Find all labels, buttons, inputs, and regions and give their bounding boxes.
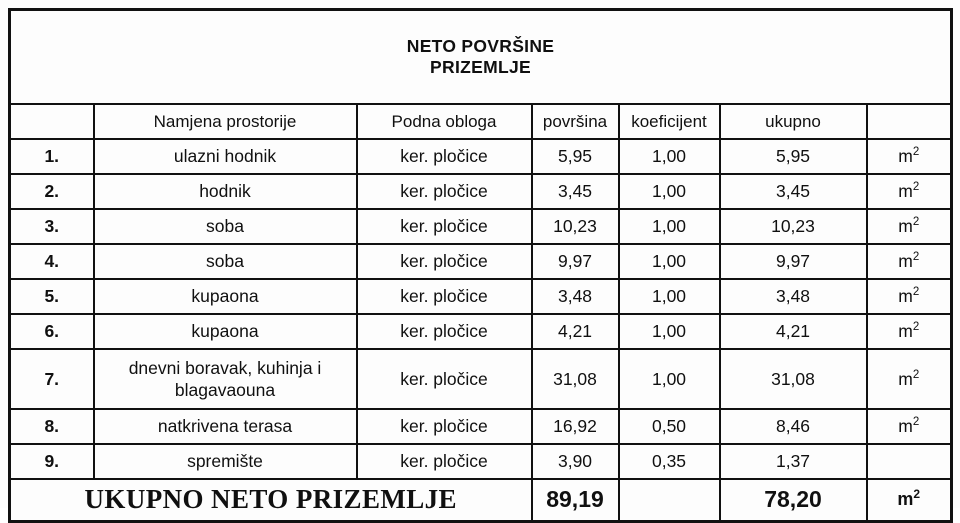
row-coefficient: 1,00	[619, 209, 720, 244]
row-coefficient: 1,00	[619, 279, 720, 314]
unit-base: m	[897, 489, 914, 510]
row-coefficient: 1,00	[619, 139, 720, 174]
unit-base: m	[898, 181, 913, 202]
unit-superscript: 2	[912, 286, 920, 299]
unit-base: m	[898, 368, 913, 389]
unit-superscript: 2	[912, 181, 920, 194]
row-total: 3,45	[720, 174, 867, 209]
row-area: 3,90	[532, 444, 619, 479]
row-coefficient: 0,50	[619, 409, 720, 444]
row-index: 3.	[10, 209, 94, 244]
row-floor: ker. pločice	[357, 444, 532, 479]
unit-superscript: 2	[913, 487, 921, 502]
row-coefficient: 1,00	[619, 174, 720, 209]
row-unit	[867, 174, 952, 209]
table-row	[10, 209, 952, 244]
header-area: površina	[532, 104, 619, 139]
row-total: 31,08	[720, 349, 867, 409]
row-index: 1.	[10, 139, 94, 174]
row-name: dnevni boravak, kuhinja i blagavaouna	[94, 349, 357, 409]
table-row	[10, 244, 952, 279]
row-index: 2.	[10, 174, 94, 209]
total-sum: 78,20	[720, 479, 867, 522]
row-area: 9,97	[532, 244, 619, 279]
row-area: 4,21	[532, 314, 619, 349]
row-name: spremište	[94, 444, 357, 479]
title-line-2: PRIZEMLJE	[430, 57, 531, 77]
table-row	[10, 314, 952, 349]
row-total: 3,48	[720, 279, 867, 314]
header-floor: Podna obloga	[357, 104, 532, 139]
row-area: 31,08	[532, 349, 619, 409]
row-unit	[867, 349, 952, 409]
row-area: 16,92	[532, 409, 619, 444]
unit-base: m	[898, 216, 913, 237]
title-line-1: NETO POVRŠINE	[406, 36, 555, 57]
header-total: ukupno	[720, 104, 867, 139]
table-row	[10, 174, 952, 209]
row-area: 3,45	[532, 174, 619, 209]
row-index: 4.	[10, 244, 94, 279]
row-total: 9,97	[720, 244, 867, 279]
row-coefficient: 0,35	[619, 444, 720, 479]
row-floor: ker. pločice	[357, 349, 532, 409]
row-name: kupaona	[94, 314, 357, 349]
unit-base: m	[898, 146, 913, 167]
row-unit	[867, 314, 952, 349]
table-row	[10, 349, 952, 409]
row-unit	[867, 139, 952, 174]
unit-superscript: 2	[912, 216, 920, 229]
unit-superscript: 2	[912, 368, 920, 381]
row-name: ulazni hodnik	[94, 139, 357, 174]
title-row	[10, 10, 952, 105]
unit-superscript: 2	[912, 416, 920, 429]
row-total: 10,23	[720, 209, 867, 244]
row-floor: ker. pločice	[357, 209, 532, 244]
row-name: hodnik	[94, 174, 357, 209]
row-floor: ker. pločice	[357, 409, 532, 444]
table-row	[10, 409, 952, 444]
column-header-row	[10, 104, 952, 139]
header-index	[10, 104, 94, 139]
row-index: 5.	[10, 279, 94, 314]
total-row	[10, 479, 952, 522]
row-coefficient: 1,00	[619, 349, 720, 409]
header-coefficient: koeficijent	[619, 104, 720, 139]
row-unit	[867, 244, 952, 279]
row-name: natkrivena terasa	[94, 409, 357, 444]
row-name: soba	[94, 244, 357, 279]
row-coefficient: 1,00	[619, 314, 720, 349]
unit-superscript: 2	[912, 146, 920, 159]
total-unit	[867, 479, 952, 522]
row-floor: ker. pločice	[357, 314, 532, 349]
total-coefficient	[619, 479, 720, 522]
row-area: 3,48	[532, 279, 619, 314]
row-index: 7.	[10, 349, 94, 409]
row-name: soba	[94, 209, 357, 244]
net-areas-table	[8, 8, 953, 523]
table-row	[10, 444, 952, 479]
table-row	[10, 279, 952, 314]
table-row	[10, 139, 952, 174]
row-index: 6.	[10, 314, 94, 349]
row-coefficient: 1,00	[619, 244, 720, 279]
row-floor: ker. pločice	[357, 174, 532, 209]
unit-base: m	[898, 321, 913, 342]
total-area: 89,19	[532, 479, 619, 522]
row-total: 1,37	[720, 444, 867, 479]
row-index: 9.	[10, 444, 94, 479]
unit-base: m	[898, 416, 913, 437]
row-area: 5,95	[532, 139, 619, 174]
header-name: Namjena prostorije	[94, 104, 357, 139]
row-index: 8.	[10, 409, 94, 444]
row-total: 4,21	[720, 314, 867, 349]
row-total: 5,95	[720, 139, 867, 174]
row-total: 8,46	[720, 409, 867, 444]
total-label: UKUPNO NETO PRIZEMLJE	[10, 479, 532, 522]
row-floor: ker. pločice	[357, 244, 532, 279]
row-name: kupaona	[94, 279, 357, 314]
row-unit	[867, 444, 952, 479]
row-unit	[867, 279, 952, 314]
unit-base: m	[898, 286, 913, 307]
unit-base: m	[898, 251, 913, 272]
row-unit	[867, 209, 952, 244]
row-floor: ker. pločice	[357, 139, 532, 174]
header-unit	[867, 104, 952, 139]
row-unit	[867, 409, 952, 444]
table-title	[10, 10, 952, 105]
unit-superscript: 2	[912, 321, 920, 334]
unit-superscript: 2	[912, 251, 920, 264]
row-floor: ker. pločice	[357, 279, 532, 314]
row-area: 10,23	[532, 209, 619, 244]
